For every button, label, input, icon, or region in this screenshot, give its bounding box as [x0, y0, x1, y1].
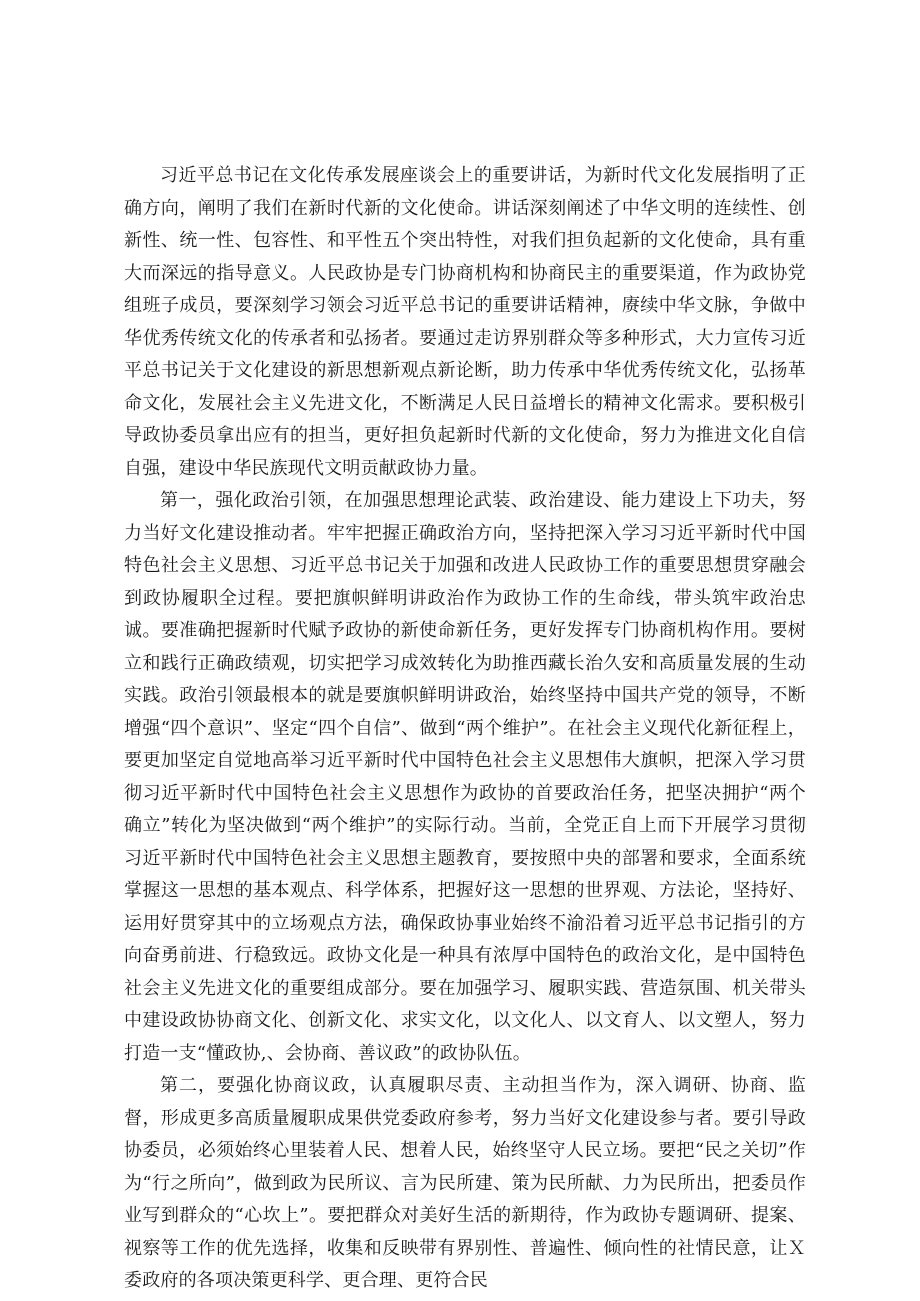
paragraph-intro: 习近平总书记在文化传承发展座谈会上的重要讲话，为新时代文化发展指明了正确方向，阐明了我们在新时代新的文化使命。讲话深刻阐述了中华文明的连续性、创新性、统一性、包容性、和平性五个突出特性，对我们担负起新的文化使命，具有重大而深远的指导意义。人民政协是专门协商机构和协商民主的重要渠道，作为政协党组班子成员，要深刻学习领会习近平总书记的重要讲话精神，赓续中华文脉，争做中华优秀传统文化的传承者和弘扬者。要通过走访界别群众等多种形式，大力宣传习近平总书记关于文化建设的新思想新观点新论断，助力传承中华优秀传统文化，弘扬革命文化，发展社会主义先进文化，不断满足人民日益增长的精神文化需求。要积极引导政协委员拿出应有的担当，更好担负起新时代新的文化使命，努力为推进文化自信自强，建设中华民族现代文明贡献政协力量。	[124, 165, 806, 479]
document-body	[124, 160, 806, 1298]
paragraph-first-point: 第一，强化政治引领，在加强思想理论武装、政治建设、能力建设上下功夫，努力当好文化建设推动者。牢牢把握正确政治方向，坚持把深入学习习近平新时代中国特色社会主义思想、习近平总书记关于加强和改进人民政协工作的重要思想贯穿融会到政协履职全过程。要把旗帜鲜明讲政治作为政协工作的生命线，带头筑牢政治忠诚。要准确把握新时代赋予政协的新使命新任务，更好发挥专门协商机构作用。要树立和践行正确政绩观，切实把学习成效转化为助推西藏长治久安和高质量发展的生动实践。政治引领最根本的就是要旗帜鲜明讲政治，始终坚持中国共产党的领导，不断增强“四个意识”、坚定“四个自信”、做到“两个维护”。在社会主义现代化新征程上，要更加坚定自觉地高举习近平新时代中国特色社会主义思想伟大旗帜，把深入学习贯彻习近平新时代中国特色社会主义思想作为政协的首要政治任务，把坚决拥护“两个确立”转化为坚决做到“两个维护”的实际行动。当前，全党正自上而下开展学习贯彻习近平新时代中国特色社会主义思想主题教育，要按照中央的部署和要求，全面系统掌握这一思想的基本观点、科学体系，把握好这一思想的世界观、方法论，坚持好、运用好贯穿其中的立场观点方法，确保政协事业始终不渝沿着习近平总书记指引的方向奋勇前进、行稳致远。政协文化是一种具有浓厚中国特色的政治文化，是中国特色社会主义先进文化的重要组成部分。要在加强学习、履职实践、营造氛围、机关带头中建设政协协商文化、创新文化、求实文化，以文化人、以文育人、以文塑人，努力打造一支“懂政协,、会协商、善议政”的政协队伍。	[124, 490, 806, 1064]
paragraph-second-point: 第二，要强化协商议政，认真履职尽责、主动担当作为，深入调研、协商、监督，形成更多高质量履职成果供党委政府参考，努力当好文化建设参与者。要引导政协委员，必须始终心里装着人民、想着人民，始终坚守人民立场。要把“民之关切”作为“行之所向”，做到政为民所议、言为民所建、策为民所献、力为民所出，把委员作业写到群众的“心坎上”。要把群众对美好生活的新期待，作为政协专题调研、提案、视察等工作的优先选择，收集和反映带有界别性、普遍性、倾向性的社情民意，让Ｘ委政府的各项决策更科学、更合理、更符合民	[124, 1075, 806, 1291]
